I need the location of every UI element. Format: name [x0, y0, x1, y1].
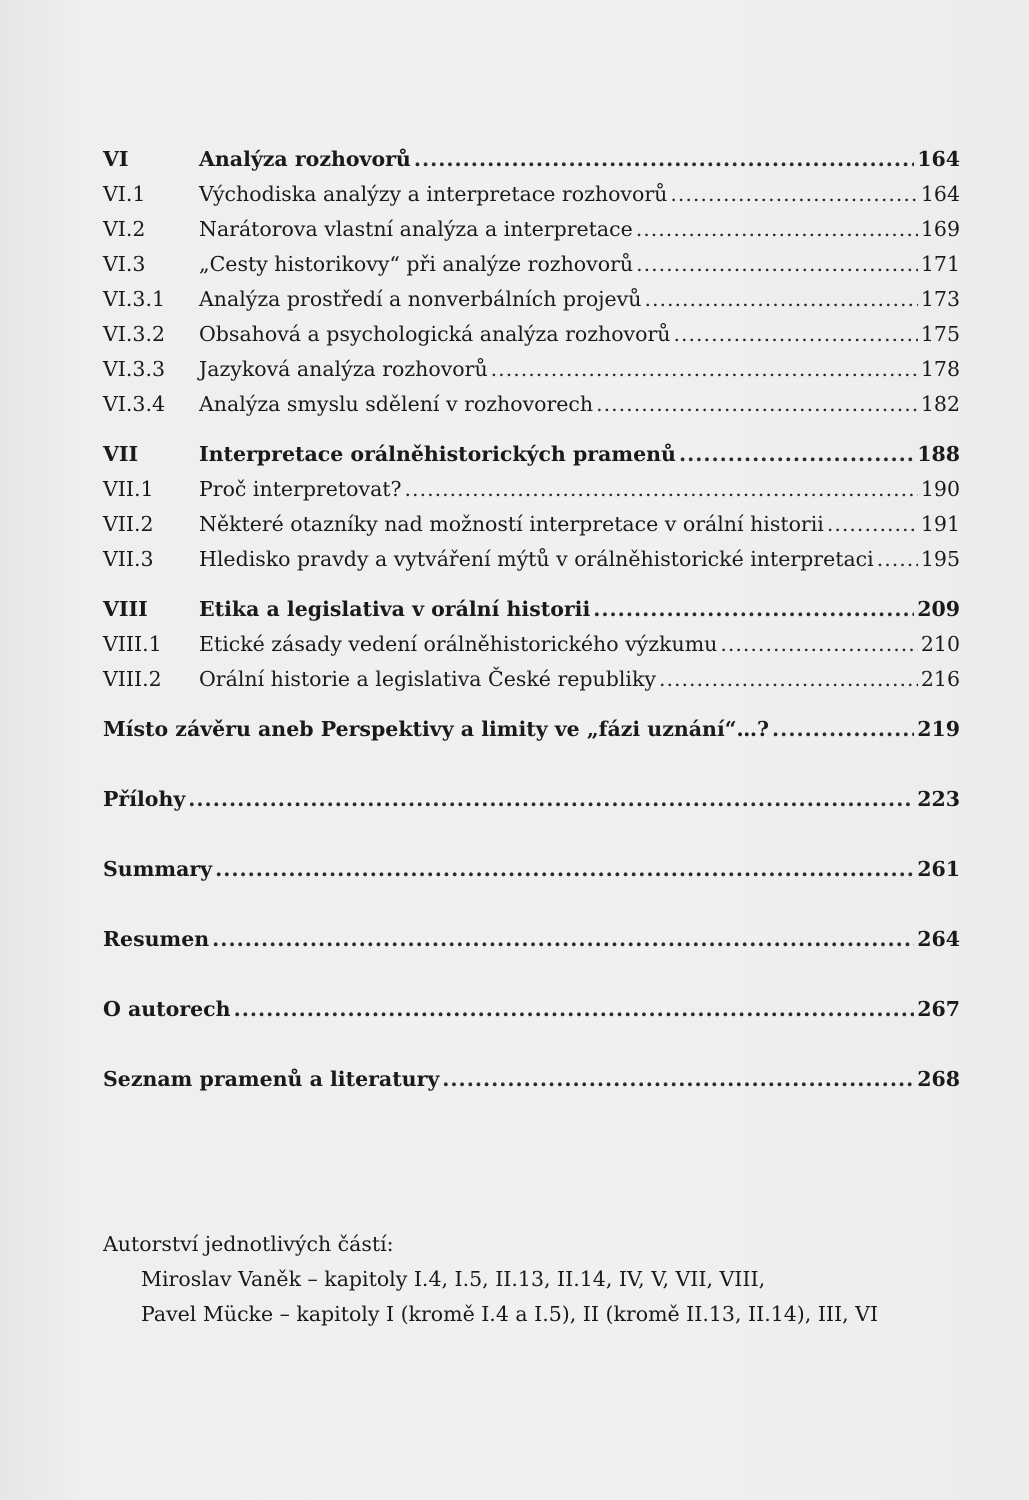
toc-title: Obsahová a psychologická analýza rozhovorů — [199, 322, 671, 346]
toc-title: „Cesty historikovy“ při analýze rozhovorů — [199, 252, 634, 276]
toc-entry — [103, 317, 960, 352]
dot-leader — [636, 247, 918, 282]
authorship-heading: Autorství jednotlivých částí: — [103, 1232, 394, 1256]
dot-leader — [593, 592, 914, 627]
toc-number: VI.3.3 — [103, 357, 166, 381]
toc-title: Hledisko pravdy a vytváření mýtů v orálněhistorické interpretaci — [199, 547, 874, 571]
toc-page-number: 188 — [917, 442, 960, 466]
toc-entry — [103, 1062, 960, 1097]
toc-page-number: 164 — [920, 182, 960, 206]
toc-number: VI — [103, 147, 129, 171]
toc-title: Etické zásady vedení orálněhistorického výzkumu — [199, 632, 718, 656]
dot-leader — [188, 782, 914, 817]
toc-number: VIII — [103, 597, 148, 621]
toc-page-number: 164 — [917, 147, 960, 171]
dot-leader — [720, 627, 918, 662]
dot-leader — [212, 922, 914, 957]
toc-title: Etika a legislativa v orální historii — [199, 597, 591, 621]
toc-number: VI.1 — [103, 182, 146, 206]
toc-title: Analýza smyslu sdělení v rozhovorech — [199, 392, 594, 416]
dot-leader — [215, 852, 914, 887]
toc-page-number: 191 — [920, 512, 960, 536]
toc-entry — [103, 782, 960, 817]
toc-page-number: 178 — [920, 357, 960, 381]
toc-entry — [103, 507, 960, 542]
toc-entry — [103, 472, 960, 507]
toc-entry — [103, 662, 960, 697]
toc-title: Interpretace orálněhistorických pramenů — [199, 442, 676, 466]
dot-leader — [491, 352, 918, 387]
toc-entry — [103, 852, 960, 887]
toc-title: Východiska analýzy a interpretace rozhovorů — [199, 182, 668, 206]
toc-entry — [103, 212, 960, 247]
toc-title: Proč interpretovat? — [199, 477, 402, 501]
dot-leader — [659, 662, 918, 697]
dot-leader — [596, 387, 918, 422]
toc-entry — [103, 282, 960, 317]
toc-entry — [103, 712, 960, 747]
toc-number: VII.3 — [103, 547, 154, 571]
toc-page-number: 173 — [920, 287, 960, 311]
dot-leader — [636, 212, 918, 247]
dot-leader — [670, 177, 918, 212]
toc-page-number: 219 — [917, 717, 960, 741]
toc-number: VI.3.1 — [103, 287, 166, 311]
toc-entry — [103, 542, 960, 577]
toc-title: Resumen — [103, 927, 210, 951]
dot-leader — [827, 507, 918, 542]
toc-entry — [103, 352, 960, 387]
toc-page-number: 175 — [920, 322, 960, 346]
toc-entry — [103, 387, 960, 422]
toc-page-number: 267 — [917, 997, 960, 1021]
authorship-line: Miroslav Vaněk – kapitoly I.4, I.5, II.13, II.14, IV, V, VII, VIII, — [141, 1267, 766, 1291]
dot-leader — [644, 282, 917, 317]
toc-number: VI.3 — [103, 252, 146, 276]
toc-number: VI.2 — [103, 217, 146, 241]
toc-title: O autorech — [103, 997, 231, 1021]
authorship-line: Pavel Mücke – kapitoly I (kromě I.4 a I.5), II (kromě II.13, II.14), III, VI — [141, 1302, 879, 1326]
toc-title: Místo závěru aneb Perspektivy a limity ve „fázi uznání“…? — [103, 717, 770, 741]
toc-page-number: 209 — [917, 597, 960, 621]
toc-entry — [103, 922, 960, 957]
toc-entry — [103, 177, 960, 212]
toc-title: Orální historie a legislativa České republiky — [199, 667, 656, 691]
dot-leader — [234, 992, 915, 1027]
dot-leader — [442, 1062, 914, 1097]
toc-title: Summary — [103, 857, 213, 881]
dot-leader — [405, 472, 918, 507]
toc-page-number: 169 — [920, 217, 960, 241]
dot-leader — [772, 712, 914, 747]
toc-title: Narátorova vlastní analýza a interpretace — [199, 217, 633, 241]
toc-page-number: 210 — [920, 632, 960, 656]
dot-leader — [877, 542, 918, 577]
toc-entry — [103, 247, 960, 282]
toc-title: Analýza rozhovorů — [199, 147, 411, 171]
toc-entry — [103, 592, 960, 627]
toc-page-number: 171 — [920, 252, 960, 276]
toc-number: VI.3.2 — [103, 322, 166, 346]
dot-leader — [673, 317, 917, 352]
toc-title: Jazyková analýza rozhovorů — [199, 357, 488, 381]
toc-title: Některé otazníky nad možností interpretace v orální historii — [199, 512, 824, 536]
toc-page-number: 182 — [920, 392, 960, 416]
toc-page-number: 195 — [920, 547, 960, 571]
toc-number: VIII.2 — [103, 667, 162, 691]
toc-entry — [103, 992, 960, 1027]
toc-entry — [103, 142, 960, 177]
authorship-note — [103, 1227, 963, 1332]
toc-number: VII — [103, 442, 139, 466]
toc-page-number: 261 — [917, 857, 960, 881]
toc-entry — [103, 627, 960, 662]
toc-page-number: 216 — [920, 667, 960, 691]
toc-entry — [103, 437, 960, 472]
toc-title: Přílohy — [103, 787, 186, 811]
toc-number: VII.1 — [103, 477, 154, 501]
table-of-contents — [103, 142, 960, 1097]
toc-number: VI.3.4 — [103, 392, 166, 416]
toc-page-number: 190 — [920, 477, 960, 501]
toc-page-number: 264 — [917, 927, 960, 951]
dot-leader — [679, 437, 914, 472]
toc-number: VII.2 — [103, 512, 154, 536]
dot-leader — [414, 142, 914, 177]
toc-number: VIII.1 — [103, 632, 162, 656]
toc-page-number: 268 — [917, 1067, 960, 1091]
toc-title: Analýza prostředí a nonverbálních projevů — [199, 287, 642, 311]
toc-title: Seznam pramenů a literatury — [103, 1067, 440, 1091]
toc-page-number: 223 — [917, 787, 960, 811]
